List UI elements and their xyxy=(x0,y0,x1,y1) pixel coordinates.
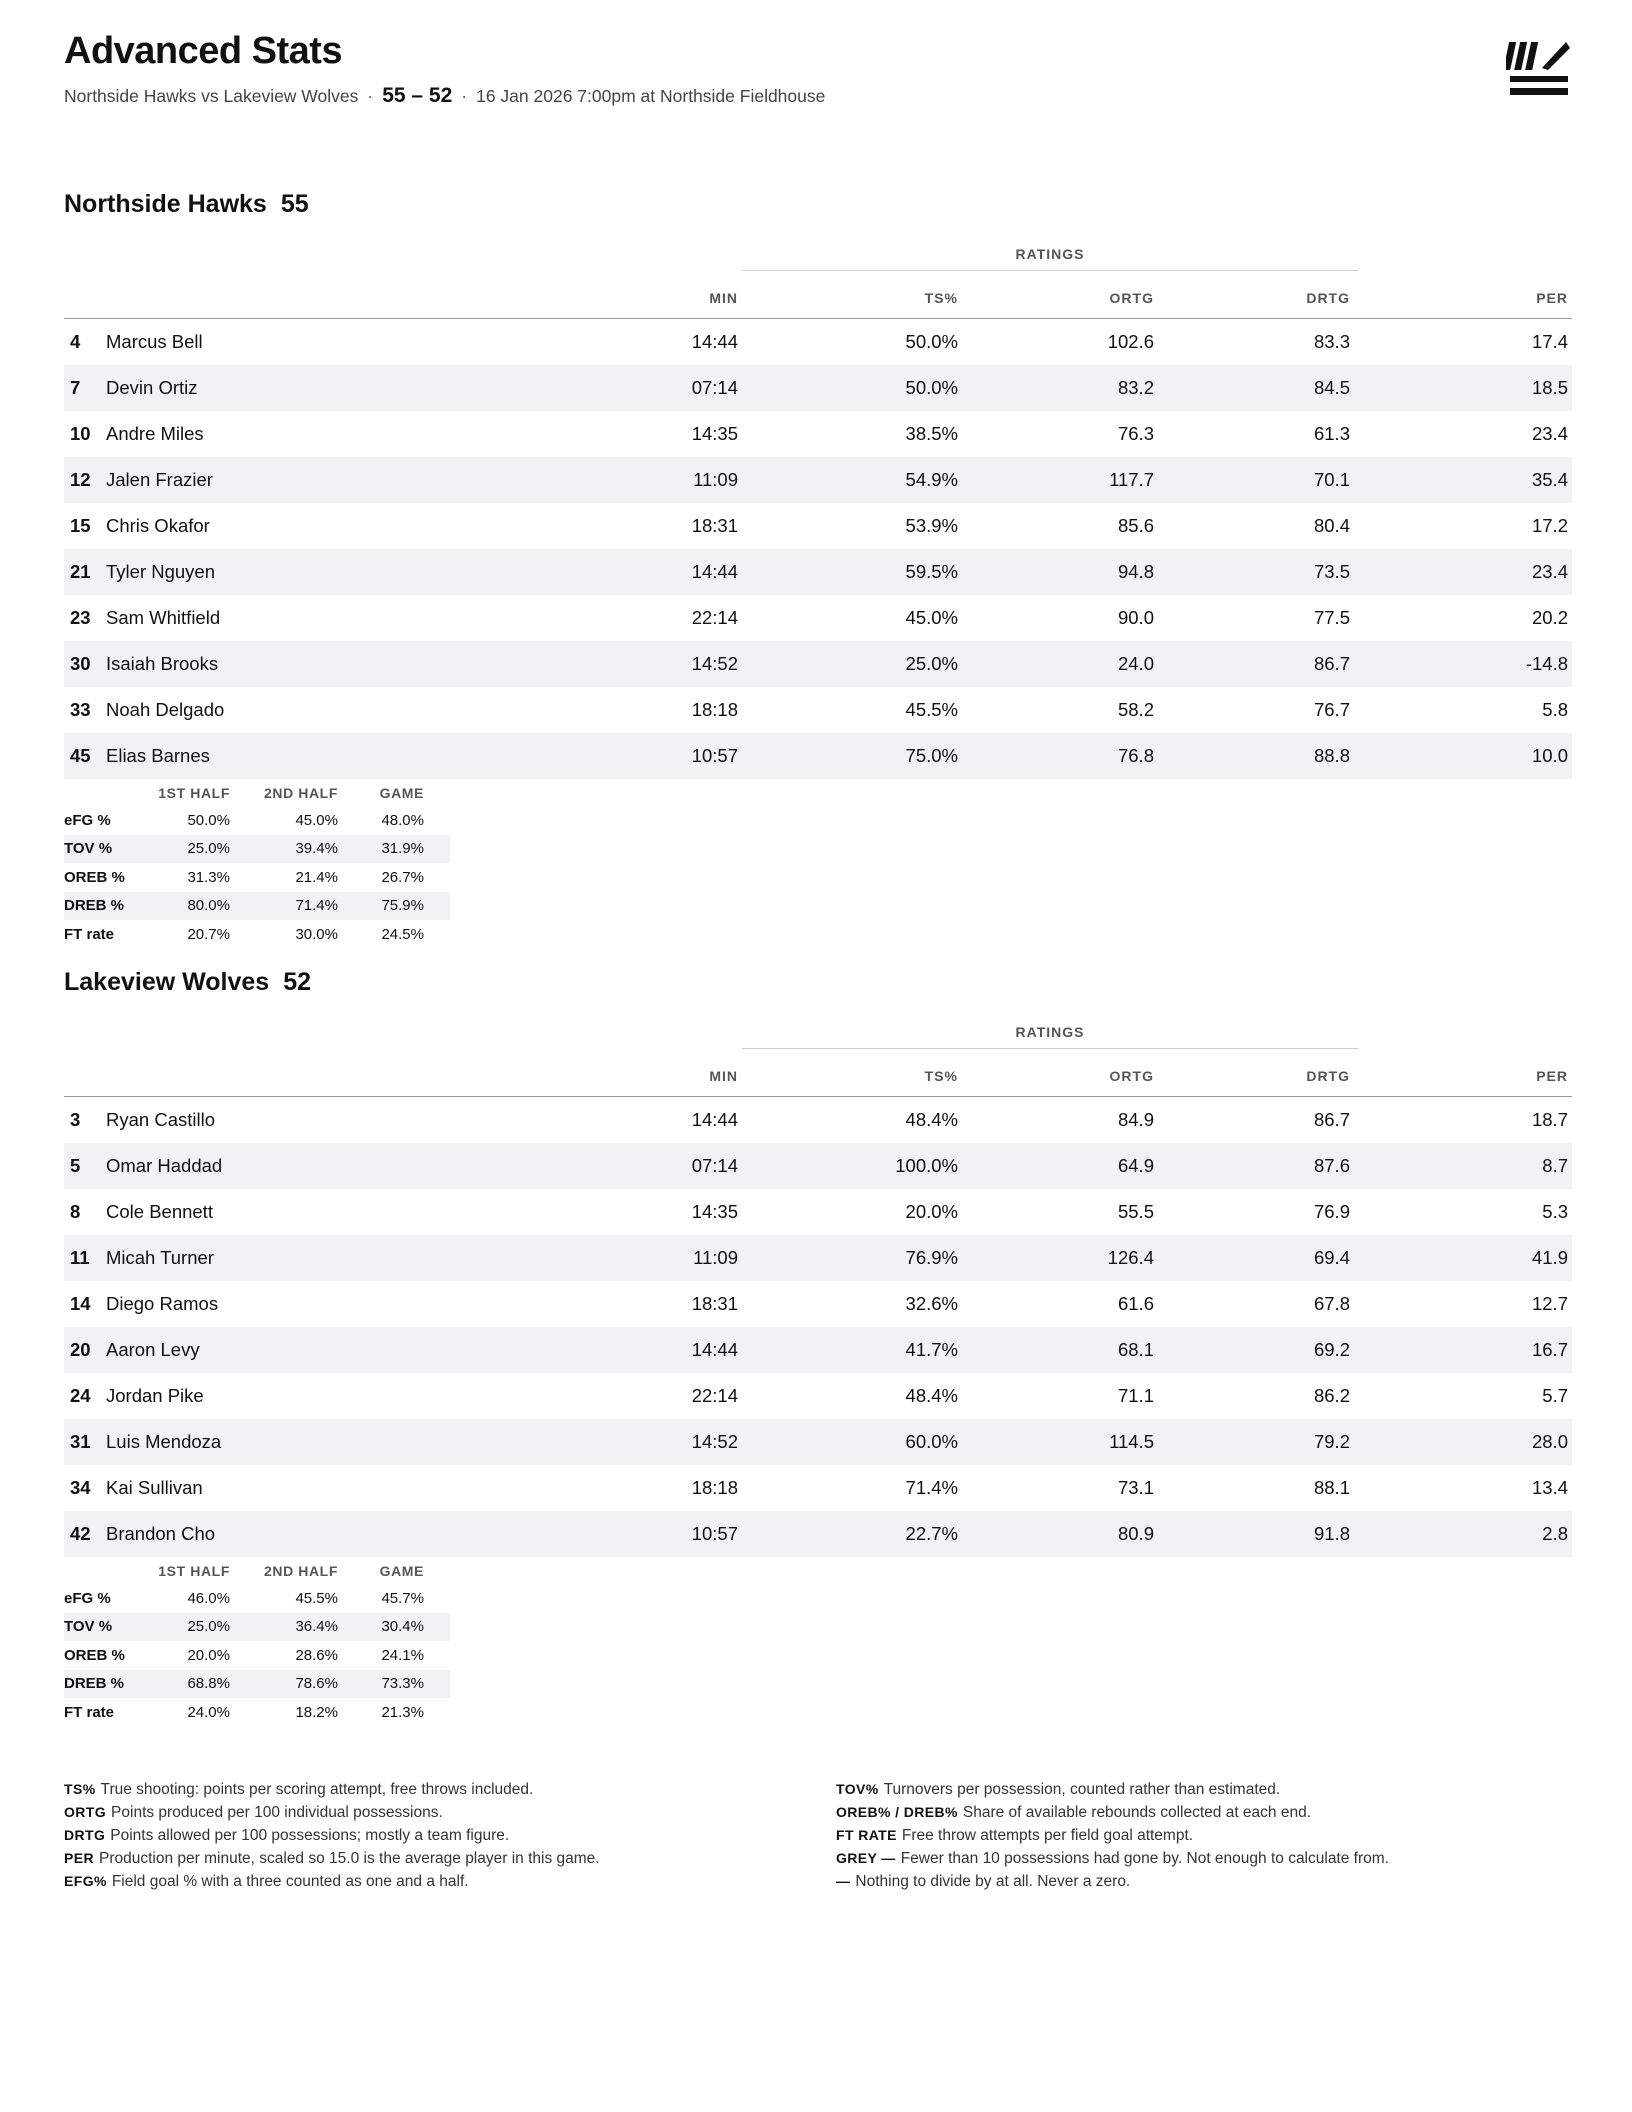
min-value: 22:14 xyxy=(691,607,738,628)
ts-value: 50.0% xyxy=(905,331,958,352)
player-name[interactable]: Luis Mendoza xyxy=(102,1419,578,1465)
drtg-value: 80.4 xyxy=(1313,515,1350,536)
glossary-entry xyxy=(836,1824,1389,1847)
second-half-value: 71.4% xyxy=(256,892,364,921)
glossary-entry xyxy=(836,1778,1389,1801)
player-name[interactable]: Omar Haddad xyxy=(102,1143,578,1189)
glossary-term: PER xyxy=(64,1850,94,1866)
jersey-number: 7 xyxy=(64,365,102,411)
player-name[interactable]: Micah Turner xyxy=(102,1235,578,1281)
game-value: 73.3% xyxy=(364,1670,450,1699)
separator: · xyxy=(461,86,468,106)
second-half-value: 78.6% xyxy=(256,1670,364,1699)
table-row[interactable] xyxy=(64,733,1572,779)
ts-value: 38.5% xyxy=(905,423,958,444)
first-half-value: 31.3% xyxy=(187,868,230,886)
jersey-number: 8 xyxy=(70,1201,81,1222)
player-name[interactable]: Jordan Pike xyxy=(106,1385,204,1406)
ratings-group-label: RATINGS xyxy=(1015,246,1085,262)
team-heading xyxy=(64,190,309,219)
second-half-value: 18.2% xyxy=(295,1703,338,1721)
min-value: 14:44 xyxy=(691,331,738,352)
ts-value: 48.4% xyxy=(905,1385,958,1406)
ortg-value: 76.8 xyxy=(962,733,1158,779)
per-value: 13.4 xyxy=(1531,1477,1568,1498)
factor-label: FT rate xyxy=(64,1703,115,1721)
jersey-number: 34 xyxy=(70,1477,91,1498)
drtg-value: 88.8 xyxy=(1158,733,1354,779)
drtg-value: 84.5 xyxy=(1158,365,1354,411)
player-name[interactable]: Brandon Cho xyxy=(102,1511,578,1557)
ortg-value: 102.6 xyxy=(1107,331,1154,352)
table-row[interactable] xyxy=(64,549,1572,595)
jersey-number: 12 xyxy=(64,457,102,503)
ortg-value: 61.6 xyxy=(1117,1293,1154,1314)
game-value: 24.5% xyxy=(381,925,424,943)
game-header: GAME xyxy=(379,1563,424,1579)
four-factors-table xyxy=(64,780,450,949)
ts-value: 32.6% xyxy=(905,1293,958,1314)
four-factors-table xyxy=(64,1558,450,1727)
ts-value: 53.9% xyxy=(905,515,958,536)
player-name[interactable]: Sam Whitfield xyxy=(106,607,221,628)
table-header-row xyxy=(64,1558,450,1584)
factor-label: OREB % xyxy=(64,1646,125,1664)
player-header xyxy=(102,278,578,319)
ts-value: 25.0% xyxy=(742,641,962,687)
player-name[interactable]: Andre Miles xyxy=(106,423,204,444)
player-name[interactable]: Chris Okafor xyxy=(106,515,210,536)
table-row xyxy=(64,1670,450,1699)
table-row xyxy=(64,1613,450,1642)
ratings-group-label: RATINGS xyxy=(1015,1024,1085,1040)
jersey-number: 4 xyxy=(70,331,81,352)
drtg-value: 61.3 xyxy=(1313,423,1350,444)
factor-label: eFG % xyxy=(64,1589,111,1607)
drtg-value: 86.7 xyxy=(1313,1109,1350,1130)
table-row xyxy=(64,1641,450,1670)
game-value: 24.1% xyxy=(381,1646,424,1664)
jersey-number: 31 xyxy=(64,1419,102,1465)
table-row[interactable] xyxy=(64,319,1572,366)
per-value: 41.9 xyxy=(1354,1235,1572,1281)
per-value: 18.7 xyxy=(1531,1109,1568,1130)
jersey-number: 30 xyxy=(64,641,102,687)
per-value: 23.4 xyxy=(1531,423,1568,444)
drtg-value: 91.8 xyxy=(1158,1511,1354,1557)
ts-value: 76.9% xyxy=(742,1235,962,1281)
date-venue-text: 16 Jan 2026 7:00pm at Northside Fieldhouse xyxy=(476,86,826,106)
factor-label: TOV % xyxy=(64,1613,150,1642)
ortg-value: 76.3 xyxy=(1117,423,1154,444)
game-header: GAME xyxy=(379,785,424,801)
game-value: 45.7% xyxy=(381,1589,424,1607)
table-header-row xyxy=(64,780,450,806)
jersey-number: 10 xyxy=(70,423,91,444)
ortg-value: 94.8 xyxy=(962,549,1158,595)
first-half-value: 25.0% xyxy=(150,1613,256,1642)
second-half-value: 39.4% xyxy=(256,835,364,864)
glossary-definition: Points allowed per 100 possessions; mostly a team figure. xyxy=(110,1827,510,1844)
game-value: 31.9% xyxy=(364,835,450,864)
table-row[interactable] xyxy=(64,1097,1572,1144)
second-half-value: 30.0% xyxy=(295,925,338,943)
jersey-number: 5 xyxy=(64,1143,102,1189)
glossary-term: FT RATE xyxy=(836,1827,897,1843)
jersey-number: 11 xyxy=(64,1235,102,1281)
first-half-value: 80.0% xyxy=(150,892,256,921)
table-row[interactable] xyxy=(64,1235,1572,1281)
ts-value: 59.5% xyxy=(742,549,962,595)
ts-value: 41.7% xyxy=(742,1327,962,1373)
player-name[interactable]: Tyler Nguyen xyxy=(102,549,578,595)
per-value: 2.8 xyxy=(1354,1511,1572,1557)
min-value: 10:57 xyxy=(578,1511,742,1557)
second-half-value: 45.5% xyxy=(295,1589,338,1607)
min-value: 11:09 xyxy=(578,457,742,503)
drtg-value: 70.1 xyxy=(1158,457,1354,503)
player-stats-table xyxy=(64,1056,1572,1557)
per-value: 28.0 xyxy=(1354,1419,1572,1465)
separator: · xyxy=(367,86,374,106)
ortg-value: 85.6 xyxy=(1117,515,1154,536)
second-half-value: 36.4% xyxy=(256,1613,364,1642)
ortg-value: 55.5 xyxy=(1117,1201,1154,1222)
per-value: 5.3 xyxy=(1542,1201,1568,1222)
per-header[interactable]: PER xyxy=(1354,1056,1572,1097)
drtg-value: 86.7 xyxy=(1158,641,1354,687)
glossary-entry xyxy=(64,1824,600,1847)
min-value: 14:35 xyxy=(691,423,738,444)
factor-label: TOV % xyxy=(64,835,150,864)
jersey-number: 14 xyxy=(70,1293,91,1314)
drtg-value: 86.2 xyxy=(1313,1385,1350,1406)
second-half-header: 2ND HALF xyxy=(263,785,338,801)
table-row[interactable] xyxy=(64,1143,1572,1189)
game-value: 26.7% xyxy=(381,868,424,886)
table-row xyxy=(64,892,450,921)
table-header-row xyxy=(64,278,1572,319)
team-name: Lakeview Wolves xyxy=(64,968,270,996)
final-score: 55 – 52 xyxy=(382,84,453,107)
ts-value: 20.0% xyxy=(905,1201,958,1222)
ts-value: 50.0% xyxy=(742,365,962,411)
min-value: 18:31 xyxy=(691,1293,738,1314)
glossary-definition: Field goal % with a three counted as one and a half. xyxy=(111,1873,469,1890)
table-row[interactable] xyxy=(64,1189,1572,1235)
ts-value: 75.0% xyxy=(742,733,962,779)
first-half-value: 20.7% xyxy=(187,925,230,943)
glossary-entry xyxy=(64,1870,600,1893)
table-row[interactable] xyxy=(64,503,1572,549)
table-row[interactable] xyxy=(64,457,1572,503)
player-name[interactable]: Isaiah Brooks xyxy=(102,641,578,687)
matchup-text: Northside Hawks vs Lakeview Wolves xyxy=(64,86,359,106)
ortg-value: 126.4 xyxy=(962,1235,1158,1281)
min-value: 07:14 xyxy=(578,1143,742,1189)
factor-label: OREB % xyxy=(64,868,125,886)
ortg-value: 71.1 xyxy=(1117,1385,1154,1406)
table-row xyxy=(64,920,450,949)
ortg-header[interactable]: ORTG xyxy=(962,1056,1158,1097)
min-value: 22:14 xyxy=(691,1385,738,1406)
first-half-header: 1ST HALF xyxy=(158,1563,230,1579)
team-name: Northside Hawks xyxy=(64,190,267,218)
min-header[interactable]: MIN xyxy=(578,278,742,319)
first-half-header: 1ST HALF xyxy=(158,785,230,801)
first-half-value: 24.0% xyxy=(187,1703,230,1721)
drtg-value: 73.5 xyxy=(1158,549,1354,595)
player-name[interactable]: Ryan Castillo xyxy=(106,1109,215,1130)
team-score: 52 xyxy=(283,968,312,996)
factor-label: DREB % xyxy=(64,892,150,921)
table-row xyxy=(64,863,450,892)
glossary-definition: Share of available rebounds collected at each end. xyxy=(962,1804,1312,1821)
glossary-term: — xyxy=(836,1873,851,1889)
min-value: 14:44 xyxy=(578,1327,742,1373)
per-value: 12.7 xyxy=(1531,1293,1568,1314)
first-half-value: 50.0% xyxy=(187,811,230,829)
ortg-value: 83.2 xyxy=(962,365,1158,411)
drtg-value: 67.8 xyxy=(1313,1293,1350,1314)
ts-value: 22.7% xyxy=(742,1511,962,1557)
team-heading xyxy=(64,968,311,997)
glossary-definition: Production per minute, scaled so 15.0 is the average player in this game. xyxy=(99,1850,600,1867)
table-row[interactable] xyxy=(64,1465,1572,1511)
game-value: 30.4% xyxy=(364,1613,450,1642)
team-score: 55 xyxy=(280,190,309,218)
second-half-value: 21.4% xyxy=(295,868,338,886)
table-row[interactable] xyxy=(64,1373,1572,1419)
drtg-value: 83.3 xyxy=(1313,331,1350,352)
min-value: 14:35 xyxy=(691,1201,738,1222)
game-value: 48.0% xyxy=(381,811,424,829)
glossary-term: TS% xyxy=(64,1781,96,1797)
ortg-value: 84.9 xyxy=(1117,1109,1154,1130)
jersey-number: 33 xyxy=(70,699,91,720)
per-value: 18.5 xyxy=(1354,365,1572,411)
min-value: 14:44 xyxy=(691,1109,738,1130)
factor-label: FT rate xyxy=(64,925,115,943)
ts-value: 48.4% xyxy=(905,1109,958,1130)
ts-value: 45.5% xyxy=(905,699,958,720)
page-title: Advanced Stats xyxy=(64,30,343,72)
ortg-value: 58.2 xyxy=(1117,699,1154,720)
per-value: 5.7 xyxy=(1542,1385,1568,1406)
table-row xyxy=(64,1698,450,1727)
glossary-term: DRTG xyxy=(64,1827,106,1843)
glossary-entry xyxy=(64,1847,600,1870)
per-header[interactable]: PER xyxy=(1354,278,1572,319)
per-value: 17.2 xyxy=(1531,515,1568,536)
drtg-value: 79.2 xyxy=(1158,1419,1354,1465)
player-name[interactable]: Cole Bennett xyxy=(106,1201,213,1222)
factor-header xyxy=(64,780,150,806)
factor-label: DREB % xyxy=(64,1670,150,1699)
min-value: 07:14 xyxy=(578,365,742,411)
glossary-entry xyxy=(836,1870,1389,1893)
glossary-term: ORTG xyxy=(64,1804,107,1820)
jersey-number: 20 xyxy=(64,1327,102,1373)
table-row[interactable] xyxy=(64,687,1572,733)
per-value: 17.4 xyxy=(1531,331,1568,352)
first-half-value: 46.0% xyxy=(187,1589,230,1607)
table-row[interactable] xyxy=(64,1419,1572,1465)
ts-header[interactable]: TS% xyxy=(742,1056,962,1097)
per-value: 10.0 xyxy=(1354,733,1572,779)
game-value: 21.3% xyxy=(381,1703,424,1721)
ts-value: 100.0% xyxy=(742,1143,962,1189)
per-value: 20.2 xyxy=(1531,607,1568,628)
ortg-value: 24.0 xyxy=(962,641,1158,687)
table-row xyxy=(64,806,450,835)
player-header xyxy=(102,1056,578,1097)
table-row[interactable] xyxy=(64,1327,1572,1373)
player-name[interactable]: Aaron Levy xyxy=(102,1327,578,1373)
drtg-value: 69.2 xyxy=(1158,1327,1354,1373)
ts-value: 71.4% xyxy=(905,1477,958,1498)
per-value: 35.4 xyxy=(1354,457,1572,503)
ortg-header[interactable]: ORTG xyxy=(962,278,1158,319)
jersey-number: 45 xyxy=(64,733,102,779)
min-value: 11:09 xyxy=(578,1235,742,1281)
drtg-value: 76.7 xyxy=(1313,699,1350,720)
table-row[interactable] xyxy=(64,1511,1572,1557)
min-value: 14:44 xyxy=(578,549,742,595)
ts-value: 60.0% xyxy=(742,1419,962,1465)
drtg-header[interactable]: DRTG xyxy=(1158,278,1354,319)
drtg-header[interactable]: DRTG xyxy=(1158,1056,1354,1097)
glossary-term: TOV% xyxy=(836,1781,879,1797)
glossary-left xyxy=(64,1778,600,1893)
glossary-term: EFG% xyxy=(64,1873,107,1889)
factor-label: eFG % xyxy=(64,811,111,829)
table-row xyxy=(64,835,450,864)
player-name[interactable]: Noah Delgado xyxy=(106,699,225,720)
factor-header xyxy=(64,1558,150,1584)
game-summary xyxy=(64,84,825,108)
glossary-definition: Turnovers per possession, counted rather than estimated. xyxy=(883,1781,1281,1798)
ortg-value: 80.9 xyxy=(962,1511,1158,1557)
per-value: 23.4 xyxy=(1354,549,1572,595)
player-name[interactable]: Kai Sullivan xyxy=(106,1477,203,1498)
player-name[interactable]: Marcus Bell xyxy=(106,331,203,352)
table-row[interactable] xyxy=(64,641,1572,687)
second-half-value: 28.6% xyxy=(295,1646,338,1664)
table-row[interactable] xyxy=(64,411,1572,457)
jersey-number: 24 xyxy=(70,1385,91,1406)
drtg-value: 88.1 xyxy=(1313,1477,1350,1498)
jersey-number: 23 xyxy=(70,607,91,628)
table-row[interactable] xyxy=(64,1281,1572,1327)
ortg-value: 90.0 xyxy=(1117,607,1154,628)
player-name[interactable]: Elias Barnes xyxy=(102,733,578,779)
drtg-value: 87.6 xyxy=(1158,1143,1354,1189)
ortg-value: 73.1 xyxy=(1117,1477,1154,1498)
per-value: 16.7 xyxy=(1354,1327,1572,1373)
jersey-header xyxy=(64,1056,102,1097)
table-row xyxy=(64,1584,450,1613)
player-name[interactable]: Jalen Frazier xyxy=(102,457,578,503)
jersey-number: 21 xyxy=(64,549,102,595)
per-value: 8.7 xyxy=(1354,1143,1572,1189)
ts-header[interactable]: TS% xyxy=(742,278,962,319)
glossary-definition: Nothing to divide by at all. Never a zero. xyxy=(855,1873,1131,1890)
glossary-entry xyxy=(836,1847,1389,1870)
ortg-value: 68.1 xyxy=(962,1327,1158,1373)
ratings-group-rule xyxy=(742,1048,1358,1049)
table-row[interactable] xyxy=(64,595,1572,641)
min-header[interactable]: MIN xyxy=(578,1056,742,1097)
glossary-definition: True shooting: points per scoring attempt, free throws included. xyxy=(100,1781,534,1798)
jersey-number: 15 xyxy=(70,515,91,536)
min-value: 10:57 xyxy=(578,733,742,779)
table-header-row xyxy=(64,1056,1572,1097)
glossary-entry xyxy=(64,1801,600,1824)
player-stats-table xyxy=(64,278,1572,779)
second-half-value: 45.0% xyxy=(295,811,338,829)
glossary-right xyxy=(836,1778,1389,1893)
bar-logo-icon xyxy=(1506,38,1572,98)
drtg-value: 76.9 xyxy=(1313,1201,1350,1222)
glossary-term: GREY — xyxy=(836,1850,896,1866)
table-row[interactable] xyxy=(64,365,1572,411)
ts-value: 54.9% xyxy=(742,457,962,503)
min-value: 14:52 xyxy=(578,1419,742,1465)
player-name[interactable]: Devin Ortiz xyxy=(102,365,578,411)
min-value: 18:18 xyxy=(691,699,738,720)
jersey-number: 3 xyxy=(70,1109,81,1130)
ortg-value: 64.9 xyxy=(962,1143,1158,1189)
min-value: 18:31 xyxy=(691,515,738,536)
drtg-value: 77.5 xyxy=(1313,607,1350,628)
first-half-value: 25.0% xyxy=(150,835,256,864)
ortg-value: 114.5 xyxy=(962,1419,1158,1465)
first-half-value: 20.0% xyxy=(187,1646,230,1664)
first-half-value: 68.8% xyxy=(150,1670,256,1699)
min-value: 18:18 xyxy=(691,1477,738,1498)
drtg-value: 69.4 xyxy=(1158,1235,1354,1281)
player-name[interactable]: Diego Ramos xyxy=(106,1293,219,1314)
jersey-number: 42 xyxy=(64,1511,102,1557)
glossary-definition: Fewer than 10 possessions had gone by. Not enough to calculate from. xyxy=(900,1850,1389,1867)
glossary-term: OREB% / DREB% xyxy=(836,1804,958,1820)
min-value: 14:52 xyxy=(578,641,742,687)
jersey-header xyxy=(64,278,102,319)
game-value: 75.9% xyxy=(364,892,450,921)
ratings-group-rule xyxy=(742,270,1358,271)
per-value: -14.8 xyxy=(1354,641,1572,687)
ts-value: 45.0% xyxy=(905,607,958,628)
glossary-entry xyxy=(64,1778,600,1801)
glossary-entry xyxy=(836,1801,1389,1824)
glossary-definition: Free throw attempts per field goal attempt. xyxy=(901,1827,1194,1844)
per-value: 5.8 xyxy=(1542,699,1568,720)
ortg-value: 117.7 xyxy=(962,457,1158,503)
glossary-definition: Points produced per 100 individual possessions. xyxy=(111,1804,443,1821)
second-half-header: 2ND HALF xyxy=(263,1563,338,1579)
